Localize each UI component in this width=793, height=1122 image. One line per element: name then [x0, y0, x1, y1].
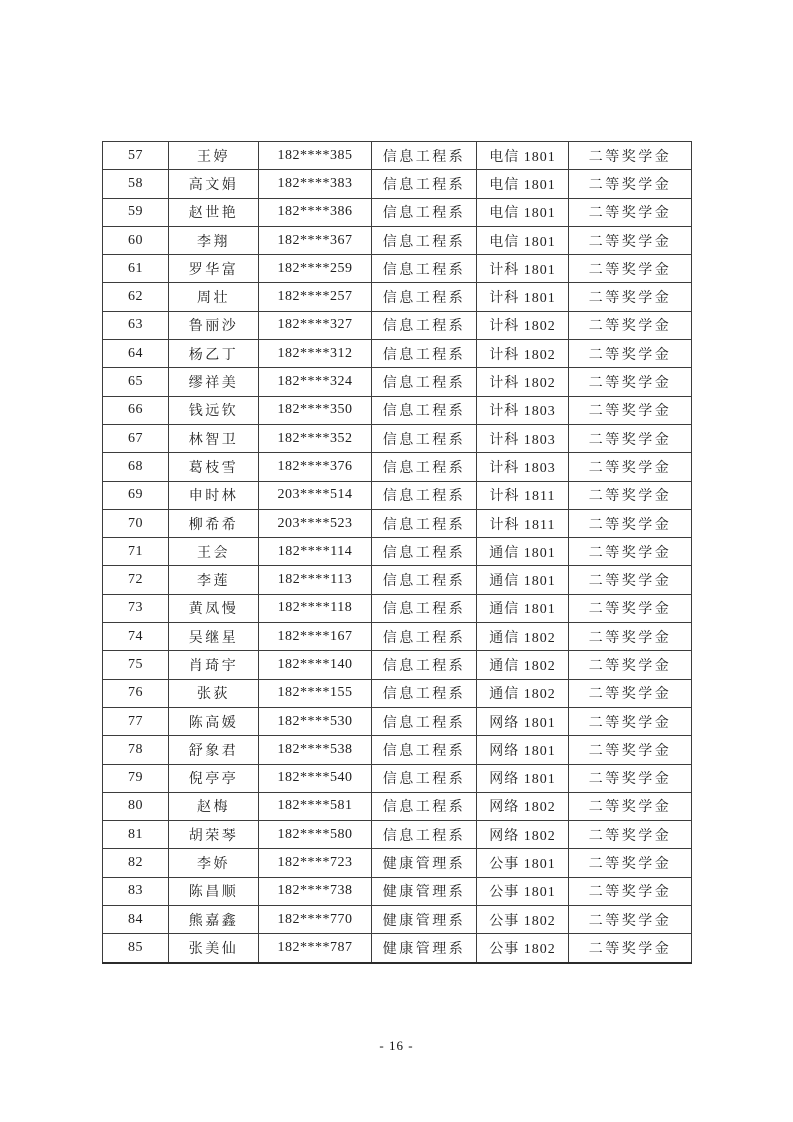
cell-department: 信息工程系	[372, 424, 477, 452]
cell-award: 二等奖学金	[569, 906, 692, 934]
cell-student-name: 李莲	[169, 566, 259, 594]
cell-class: 公事 1802	[477, 934, 569, 963]
cell-award: 二等奖学金	[569, 566, 692, 594]
cell-row-number: 58	[103, 170, 169, 198]
cell-award: 二等奖学金	[569, 424, 692, 452]
cell-student-id: 182****327	[259, 311, 372, 339]
cell-row-number: 60	[103, 226, 169, 254]
cell-student-name: 罗华富	[169, 255, 259, 283]
cell-student-name: 舒象君	[169, 736, 259, 764]
cell-department: 信息工程系	[372, 509, 477, 537]
cell-department: 信息工程系	[372, 623, 477, 651]
cell-row-number: 62	[103, 283, 169, 311]
cell-department: 健康管理系	[372, 906, 477, 934]
table-row	[103, 340, 692, 368]
cell-student-name: 周壮	[169, 283, 259, 311]
cell-class: 计科 1803	[477, 396, 569, 424]
cell-class: 通信 1801	[477, 566, 569, 594]
cell-student-name: 葛枝雪	[169, 453, 259, 481]
table-row	[103, 481, 692, 509]
cell-student-id: 182****581	[259, 792, 372, 820]
cell-award: 二等奖学金	[569, 821, 692, 849]
cell-student-name: 吴继星	[169, 623, 259, 651]
cell-student-name: 钱远钦	[169, 396, 259, 424]
cell-student-id: 182****386	[259, 198, 372, 226]
cell-student-id: 182****113	[259, 566, 372, 594]
cell-student-id: 182****352	[259, 424, 372, 452]
cell-award: 二等奖学金	[569, 792, 692, 820]
cell-department: 信息工程系	[372, 142, 477, 170]
cell-row-number: 71	[103, 538, 169, 566]
cell-row-number: 82	[103, 849, 169, 877]
cell-department: 信息工程系	[372, 255, 477, 283]
cell-student-name: 李翔	[169, 226, 259, 254]
cell-student-id: 182****118	[259, 594, 372, 622]
cell-row-number: 70	[103, 509, 169, 537]
cell-class: 计科 1803	[477, 424, 569, 452]
cell-student-id: 182****383	[259, 170, 372, 198]
table-row	[103, 764, 692, 792]
cell-department: 信息工程系	[372, 538, 477, 566]
cell-award: 二等奖学金	[569, 368, 692, 396]
cell-student-id: 182****787	[259, 934, 372, 963]
scholarship-table	[102, 141, 692, 964]
cell-student-name: 杨乙丁	[169, 340, 259, 368]
cell-student-name: 申时林	[169, 481, 259, 509]
cell-row-number: 76	[103, 679, 169, 707]
cell-class: 公事 1801	[477, 849, 569, 877]
cell-class: 通信 1802	[477, 651, 569, 679]
table-row	[103, 651, 692, 679]
table-row	[103, 679, 692, 707]
table-row	[103, 934, 692, 963]
table-row	[103, 142, 692, 170]
scholarship-table-body	[103, 142, 692, 963]
table-row	[103, 424, 692, 452]
cell-award: 二等奖学金	[569, 679, 692, 707]
cell-award: 二等奖学金	[569, 509, 692, 537]
cell-student-id: 182****770	[259, 906, 372, 934]
cell-award: 二等奖学金	[569, 623, 692, 651]
cell-row-number: 72	[103, 566, 169, 594]
cell-award: 二等奖学金	[569, 340, 692, 368]
table-row	[103, 736, 692, 764]
cell-student-id: 182****140	[259, 651, 372, 679]
cell-student-name: 胡荣琴	[169, 821, 259, 849]
cell-department: 信息工程系	[372, 821, 477, 849]
cell-award: 二等奖学金	[569, 283, 692, 311]
cell-row-number: 83	[103, 877, 169, 905]
cell-row-number: 59	[103, 198, 169, 226]
cell-award: 二等奖学金	[569, 764, 692, 792]
table-row	[103, 368, 692, 396]
table-row	[103, 538, 692, 566]
cell-student-id: 182****723	[259, 849, 372, 877]
table-row	[103, 226, 692, 254]
cell-student-id: 182****580	[259, 821, 372, 849]
cell-department: 信息工程系	[372, 283, 477, 311]
table-row	[103, 906, 692, 934]
table-row	[103, 877, 692, 905]
cell-row-number: 77	[103, 707, 169, 735]
cell-student-id: 182****324	[259, 368, 372, 396]
cell-class: 计科 1811	[477, 481, 569, 509]
cell-award: 二等奖学金	[569, 255, 692, 283]
cell-student-name: 王婷	[169, 142, 259, 170]
cell-department: 信息工程系	[372, 226, 477, 254]
cell-student-name: 柳希希	[169, 509, 259, 537]
cell-student-id: 182****538	[259, 736, 372, 764]
cell-student-name: 陈昌顺	[169, 877, 259, 905]
cell-class: 通信 1802	[477, 623, 569, 651]
cell-class: 网络 1802	[477, 821, 569, 849]
cell-class: 网络 1801	[477, 707, 569, 735]
cell-department: 信息工程系	[372, 170, 477, 198]
cell-student-id: 203****523	[259, 509, 372, 537]
cell-student-name: 缪祥美	[169, 368, 259, 396]
cell-student-name: 高文娟	[169, 170, 259, 198]
cell-class: 计科 1802	[477, 311, 569, 339]
cell-award: 二等奖学金	[569, 311, 692, 339]
cell-row-number: 69	[103, 481, 169, 509]
table-row	[103, 623, 692, 651]
cell-department: 健康管理系	[372, 934, 477, 963]
cell-department: 信息工程系	[372, 764, 477, 792]
cell-department: 健康管理系	[372, 877, 477, 905]
cell-award: 二等奖学金	[569, 453, 692, 481]
cell-student-name: 肖琦宇	[169, 651, 259, 679]
cell-department: 信息工程系	[372, 707, 477, 735]
cell-student-name: 林智卫	[169, 424, 259, 452]
cell-class: 计科 1801	[477, 283, 569, 311]
cell-row-number: 79	[103, 764, 169, 792]
cell-award: 二等奖学金	[569, 707, 692, 735]
table-row	[103, 849, 692, 877]
cell-student-id: 182****376	[259, 453, 372, 481]
cell-row-number: 80	[103, 792, 169, 820]
cell-department: 信息工程系	[372, 651, 477, 679]
cell-student-id: 182****350	[259, 396, 372, 424]
cell-class: 计科 1803	[477, 453, 569, 481]
cell-student-name: 陈高媛	[169, 707, 259, 735]
cell-student-id: 182****155	[259, 679, 372, 707]
cell-department: 信息工程系	[372, 679, 477, 707]
table-row	[103, 707, 692, 735]
cell-row-number: 67	[103, 424, 169, 452]
cell-award: 二等奖学金	[569, 142, 692, 170]
cell-student-name: 熊嘉鑫	[169, 906, 259, 934]
cell-class: 网络 1801	[477, 736, 569, 764]
table-row	[103, 594, 692, 622]
cell-student-id: 182****530	[259, 707, 372, 735]
table-row	[103, 396, 692, 424]
cell-row-number: 81	[103, 821, 169, 849]
cell-award: 二等奖学金	[569, 877, 692, 905]
cell-award: 二等奖学金	[569, 198, 692, 226]
cell-row-number: 68	[103, 453, 169, 481]
cell-award: 二等奖学金	[569, 736, 692, 764]
cell-department: 信息工程系	[372, 481, 477, 509]
table-row	[103, 792, 692, 820]
cell-department: 健康管理系	[372, 849, 477, 877]
cell-student-id: 182****167	[259, 623, 372, 651]
cell-student-name: 黄凤慢	[169, 594, 259, 622]
cell-class: 网络 1802	[477, 792, 569, 820]
cell-class: 通信 1801	[477, 594, 569, 622]
cell-student-id: 182****540	[259, 764, 372, 792]
cell-student-name: 倪亭亭	[169, 764, 259, 792]
table-row	[103, 509, 692, 537]
cell-class: 计科 1802	[477, 368, 569, 396]
cell-department: 信息工程系	[372, 453, 477, 481]
cell-department: 信息工程系	[372, 368, 477, 396]
cell-row-number: 65	[103, 368, 169, 396]
cell-student-name: 鲁丽沙	[169, 311, 259, 339]
cell-student-name: 张荻	[169, 679, 259, 707]
cell-award: 二等奖学金	[569, 226, 692, 254]
cell-award: 二等奖学金	[569, 170, 692, 198]
cell-class: 计科 1801	[477, 255, 569, 283]
cell-department: 信息工程系	[372, 792, 477, 820]
cell-row-number: 84	[103, 906, 169, 934]
cell-class: 电信 1801	[477, 142, 569, 170]
cell-student-id: 182****385	[259, 142, 372, 170]
cell-class: 电信 1801	[477, 226, 569, 254]
cell-row-number: 63	[103, 311, 169, 339]
cell-row-number: 73	[103, 594, 169, 622]
cell-row-number: 85	[103, 934, 169, 963]
cell-student-id: 203****514	[259, 481, 372, 509]
cell-department: 信息工程系	[372, 566, 477, 594]
cell-department: 信息工程系	[372, 198, 477, 226]
cell-student-id: 182****367	[259, 226, 372, 254]
cell-student-id: 182****738	[259, 877, 372, 905]
table-row	[103, 283, 692, 311]
cell-student-name: 赵世艳	[169, 198, 259, 226]
cell-row-number: 78	[103, 736, 169, 764]
cell-class: 通信 1801	[477, 538, 569, 566]
table-row	[103, 821, 692, 849]
cell-student-id: 182****259	[259, 255, 372, 283]
cell-class: 网络 1801	[477, 764, 569, 792]
cell-class: 电信 1801	[477, 170, 569, 198]
cell-student-name: 张美仙	[169, 934, 259, 963]
cell-class: 通信 1802	[477, 679, 569, 707]
cell-class: 电信 1801	[477, 198, 569, 226]
cell-student-name: 李娇	[169, 849, 259, 877]
table-row	[103, 566, 692, 594]
cell-student-id: 182****114	[259, 538, 372, 566]
cell-class: 公事 1801	[477, 877, 569, 905]
cell-award: 二等奖学金	[569, 396, 692, 424]
cell-department: 信息工程系	[372, 396, 477, 424]
table-row	[103, 198, 692, 226]
cell-row-number: 74	[103, 623, 169, 651]
cell-award: 二等奖学金	[569, 538, 692, 566]
cell-department: 信息工程系	[372, 340, 477, 368]
cell-award: 二等奖学金	[569, 934, 692, 963]
table-row	[103, 311, 692, 339]
cell-award: 二等奖学金	[569, 594, 692, 622]
cell-student-name: 王会	[169, 538, 259, 566]
table-row	[103, 453, 692, 481]
page-number: - 16 -	[379, 1038, 414, 1053]
cell-row-number: 57	[103, 142, 169, 170]
cell-department: 信息工程系	[372, 311, 477, 339]
cell-student-id: 182****257	[259, 283, 372, 311]
cell-class: 计科 1802	[477, 340, 569, 368]
cell-row-number: 61	[103, 255, 169, 283]
cell-row-number: 64	[103, 340, 169, 368]
cell-class: 计科 1811	[477, 509, 569, 537]
cell-department: 信息工程系	[372, 594, 477, 622]
cell-row-number: 75	[103, 651, 169, 679]
cell-class: 公事 1802	[477, 906, 569, 934]
table-row	[103, 170, 692, 198]
cell-award: 二等奖学金	[569, 651, 692, 679]
cell-award: 二等奖学金	[569, 481, 692, 509]
cell-student-name: 赵梅	[169, 792, 259, 820]
cell-row-number: 66	[103, 396, 169, 424]
cell-award: 二等奖学金	[569, 849, 692, 877]
cell-student-id: 182****312	[259, 340, 372, 368]
cell-department: 信息工程系	[372, 736, 477, 764]
table-row	[103, 255, 692, 283]
